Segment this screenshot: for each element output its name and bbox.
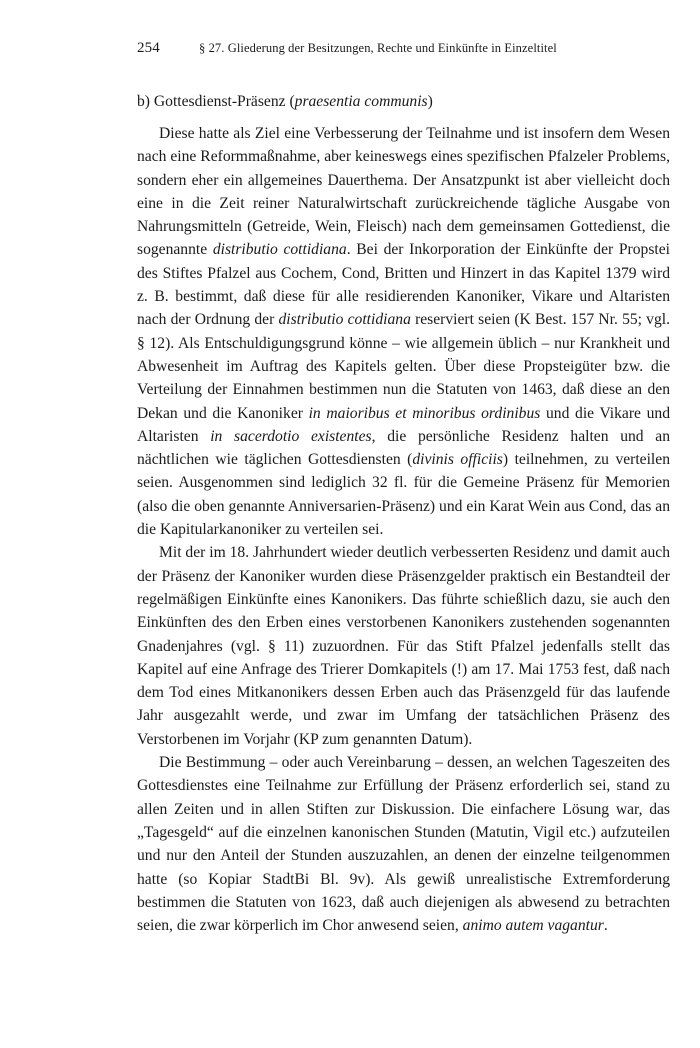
body-text [137,122,670,937]
heading-open-paren: ( [285,93,295,110]
text-run: , die persönliche Residenz halten und an nächtlichen wie täglichen Gottesdiensten ( [137,427,671,469]
text-run: ) teilnehmen, zu verteilen seien. Ausgenommen sind lediglich 32 fl. für die Gemeine Präsenz für Memorien (also die oben genannte Anniversarien-Präsenz) und ein Karat Wein aus Cond, das an die Kapitularkanoniker zu verteilen sei. [137,451,670,539]
latin-term: divinis officiis [412,451,503,469]
text-run: Diese hatte als Ziel eine Verbesserung der Teilnahme und ist insofern dem Wesen nach eine Reformmaßnahme, aber keineswegs eines spezifischen Pfalzeler Problems, sondern eher ein allgemeines Dauerthema. Der Ansatzpunkt ist aber vielleicht doch eine in die Zeit reiner Naturalwirtschaft zurückreichende tägliche Ausgabe von Nahrungsmitteln (Getreide, Wein, Fleisch) nach dem gemeinsamen Gottedienst, die sogenannte [137,125,670,259]
page-number: 254 [137,40,160,56]
text-run: Mit der im 18. Jahrhundert wieder deutlich verbesserten Residenz und damit auch der Präsenz der Kanoniker wurden diese Präsenzgelder praktisch ein Bestandteil der regelmäßigen Einkünfte eines Kanonikers. Das führte schießlich dazu, sie auch den Einkünften des den Erben eines verstorbenen Kanonikers zustehenden sogenannten Gnadenjahres (vgl. § 11) zuzuordnen. Für das Stift Pfalzel jedenfalls stellt das Kapitel auf eine Anfrage des Trierer Domkapitels (!) am 17. Mai 1753 fest, daß nach dem Tod eines Mitkanonikers dessen Erben auch das Präsenzgeld für das laufende Jahr ausgezahlt werde, und zwar im Umfang der tatsächlichen Präsenz des Verstorbenen im Vorjahr (KP zum genannten Datum). [137,544,670,748]
latin-term: distributio cottidiana [278,311,411,329]
paragraph [137,541,670,751]
paragraph [137,751,670,937]
latin-term: in sacerdotio existentes [210,427,372,445]
running-header [137,40,670,57]
latin-term: distributio cottidiana [212,241,347,259]
text-run: . [603,917,608,935]
section-latin-term: praesentia communis [294,93,428,110]
text-run: . Bei der Inkorporation der Einkünfte der Propstei des Stiftes Pfalzel aus Cochem, Cond, Britten und Hinzert in das Kapitel 1379 wird z. B. bestimmt, daß diese für alle residierenden Kanoniker, Vikare und Altaristen nach der Ordnung der [137,241,670,329]
text-run: und die Vikare und Altaristen [137,404,670,445]
section-heading [137,91,670,113]
text-run: reserviert seien (K Best. 157 Nr. 55; vgl. § 12). Als Entschuldigungsgrund könne – wie allgemein üblich – nur Krankheit und Abwesenheit im Auftrag des Kapitels gelten. Über diese Propsteigüter bzw. die Verteilung der Einnahmen bestimmen nun die Statuten von 1463, daß diese an den Dekan und die Kanoniker [137,311,671,422]
running-title: § 27. Gliederung der Besitzungen, Rechte und Einkünfte in Einzeltitel [199,41,557,55]
section-label: b) Gottesdienst-Präsenz [137,93,286,110]
latin-term: in maioribus et minoribus ordinibus [308,404,541,422]
text-run: Die Bestimmung – oder auch Vereinbarung – dessen, an welchen Tageszeiten des Gottesdienstes eine Teilnahme zur Erfüllung der Präsenz erforderlich sei, stand zu allen Zeiten und in allen Stiften zur Diskussion. Die einfachere Lösung war, das „Tagesgeld“ auf die einzelnen kanonischen Stunden (Matutin, Vigil etc.) aufzuteilen und nur den Anteil der Stunden auszuzahlen, an denen der einzelne teilgenommen hatte (so Kopiar StadtBi Bl. 9v). Als gewiß unrealistische Extremforderung bestimmen die Statuten von 1623, daß auch diejenigen als abwesend zu betrachten seien, die zwar körperlich im Chor anwesend seien, [137,754,670,935]
heading-close-paren: ) [427,93,433,110]
paragraph [137,122,670,541]
book-page [137,40,670,937]
latin-term: animo autem vagantur [462,917,604,935]
